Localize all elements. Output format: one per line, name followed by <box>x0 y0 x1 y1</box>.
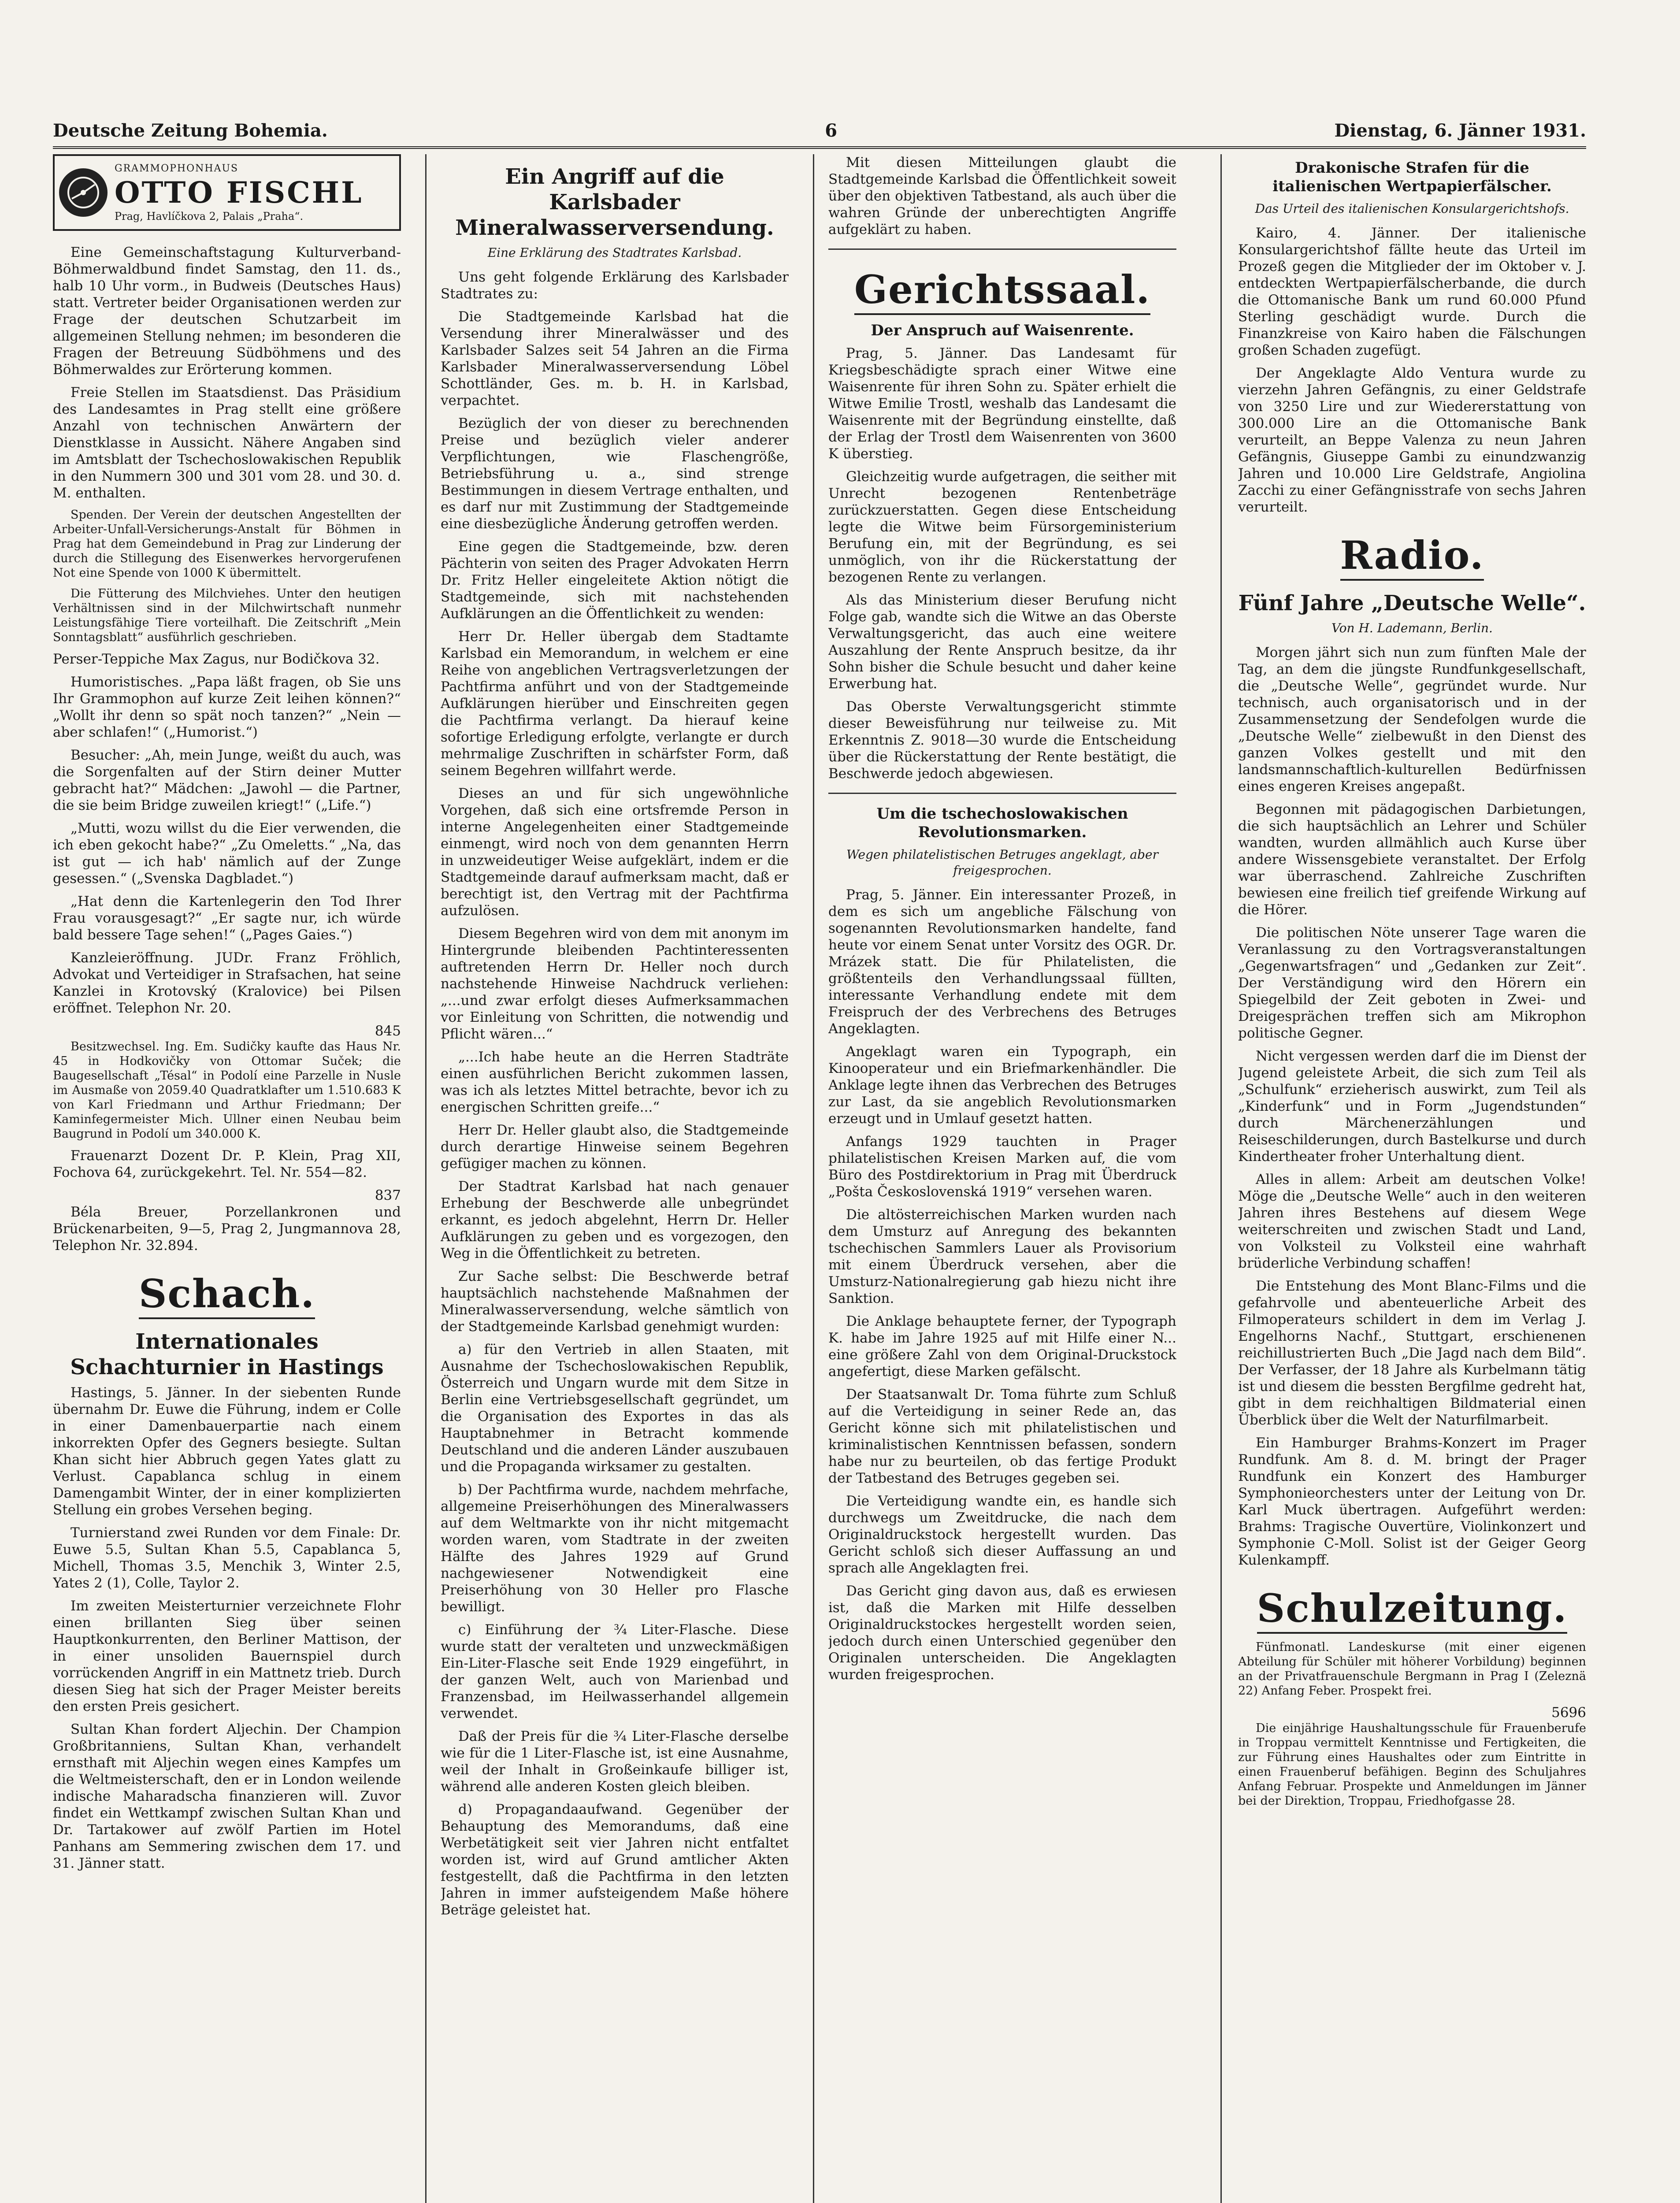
article-paragraph: Mit diesen Mitteilungen glaubt die Stadtgemeinde Karlsbad die Öffentlichkeit soweit über den objektiven Tatbestand, als auch über die wahren Gründe der unberechtigten Angriffe aufgeklärt zu haben. <box>828 155 1176 237</box>
article-subtitle: Wegen philatelistischen Betruges angeklagt, aber freigesprochen. <box>846 847 1158 878</box>
ad-text <box>115 160 363 225</box>
article-paragraph: Nicht vergessen werden darf die im Dienst der Jugend geleistete Arbeit, die sich zum Teil als „Schulfunk“ erzieherisch auswirkt, zum Teil als „Kinderfunk“ und in Form „Jugendstunden“ durch Märchenerzählungen und Reiseschilderungen, durch Bastelkurse und durch Kindertheater froher Unterhaltung dient. <box>1238 1048 1586 1165</box>
article-paragraph: Turnierstand zwei Runden vor dem Finale: Dr. Euwe 5.5, Sultan Khan 5.5, Capablanca 5, Michell, Thomas 3.5, Menchik 3, Winter 2.5, Yates 2 (1), Colle, Taylor 2. <box>53 1525 401 1591</box>
section-divider <box>828 248 1176 250</box>
section-heading-chess <box>53 1272 401 1319</box>
column-4 <box>1238 154 1586 2203</box>
article-paragraph: c) Einführung der ¾ Liter-Flasche. Diese wurde statt der veralteten und unzweckmäßigen Ein-Liter-Flasche seit Ende 1929 eingeführt, in der ganzen Welt, auch von Marienbad und Franzensbad, im Heilwasserhandel allgemein verwendet. <box>441 1622 789 1721</box>
column-1 <box>53 154 401 2203</box>
advert-line: Perser-Teppiche Max Zagus, nur Bodičkova 32. <box>53 651 380 667</box>
article-paragraph: „Mutti, wozu willst du die Eier verwenden, die ich eben gekocht habe?“ „Zu Omeletts.“ „Na, das ist gut — ich hab' nämlich auf der Zunge gesessen.“ („Svenska Dagbladet.“) <box>53 820 401 886</box>
article-paragraph: Die einjährige Haushaltungsschule für Frauenberufe in Troppau vermittelt Kenntnisse und Fertigkeiten, die zur Führung eines Haushaltes oder zum Eintritte in einen Frauenberuf befähigen. Beginn des Schuljahres Anfang Februar. Prospekte und Anmeldungen im Jänner bei der Direktion, Troppau, Friedhofgasse 28. <box>1238 1721 1586 1808</box>
article-paragraph: Gleichzeitig wurde aufgetragen, die seither mit Unrecht bezogenen Rentenbeträge zurückzuerstatten. Gegen diese Entscheidung legte die Witwe beim Fürsorgeministerium Berufung ein, mit der Begründung, es sei unmöglich, von ihr die Rückerstattung der bezogenen Rente zu verlangen. <box>828 469 1176 585</box>
article-paragraph: Der Staatsanwalt Dr. Toma führte zum Schluß auf die Verteidigung in seiner Rede an, das Gericht könne sich mit philatelistischen und kriminalistischen Kenntnissen befassen, sondern habe nur zu beurteilen, ob das fertige Produkt der Tatbestand des Betruges gegeben sei. <box>828 1387 1176 1486</box>
ad-number: 845 <box>375 1023 401 1039</box>
article-title: Internationales Schachturnier in Hastings <box>70 1329 384 1380</box>
article-paragraph: „...Ich habe heute an die Herren Stadträte einen ausführlichen Bericht zukommen lassen, was ich als letztes Mittel betrachte, bevor ich zu energischen Schritten greife...“ <box>441 1049 789 1115</box>
article-paragraph: Sultan Khan fordert Aljechin. Der Champion Großbritanniens, Sultan Khan, verhandelt ernsthaft mit Aljechin wegen eines Kampfes um die Weltmeisterschaft, den er in London weilende indische Maharadscha finanzieren will. Zuvor findet ein Wettkampf zwischen Sultan Khan und Dr. Tartakower auf zwölf Partien im Hotel Panhans am Semmering zwischen dem 17. und 31. Jänner statt. <box>53 1721 401 1871</box>
section-heading-radio <box>1238 533 1586 581</box>
radio-heading-text: Radio. <box>1340 533 1484 581</box>
article-paragraph: Als das Ministerium dieser Berufung nicht Folge gab, wandte sich die Witwe an das Oberste Verwaltungsgericht, das auch eine weitere Auszahlung der Rente Anspruch besitze, da ihr Sohn bisher die Schule besucht und daher keine Erwerbung hat. <box>828 592 1176 692</box>
article-paragraph: Angeklagt waren ein Typograph, ein Kinooperateur und ein Briefmarkenhändler. Die Anklage legte ihnen das Verbrechen des Betruges zur Last, da sie angeblich Revolutionsmarken erzeugt und in Umlauf gesetzt hatten. <box>828 1044 1176 1127</box>
article-paragraph: Hastings, 5. Jänner. In der siebenten Runde übernahm Dr. Euwe die Führung, indem er Colle in einer Damenbauerpartie nach einem inkorrekten Opfer des Gegners besiegte. Sultan Khan sicht hier Abbruch gegen Yates glatt zu Verlust. Capablanca schlug in einem Damengambit Winter, der in einer komplizierten Stellung ein grobes Versehen beging. <box>53 1385 401 1518</box>
ad-top-line: GRAMMOPHONHAUS <box>115 163 239 174</box>
ad-number: 5696 <box>1551 1705 1586 1721</box>
article-paragraph: Béla Breuer, Porzellankronen und Brückenarbeiten, 9—5, Prag 2, Jungmannova 28, Telephon Nr. 32.894. <box>53 1204 401 1254</box>
article-subtitle: Eine Erklärung des Stadtrates Karlsbad. <box>487 245 742 260</box>
article-paragraph: Die Verteidigung wandte ein, es handle sich durchwegs um Zweitdrucke, die nach dem Originaldruckstock hergestellt wurden. Das Gericht schloß sich dieser Auffassung an und sprach alle Angeklagten frei. <box>828 1493 1176 1576</box>
column-rule <box>1220 154 1222 2203</box>
article-paragraph: Herr Dr. Heller übergab dem Stadtamte Karlsbad ein Memorandum, in welchem er eine Reihe von angeblichen Vertragsverletzungen der Pachtfirma anführt und von der Stadtgemeinde Aufklärungen hierüber und Einschreiten gegen die Pachtfirma verlangt. Da hierauf keine sofortige Erledigung erfolgte, verlangte er durch mehrmalige Zuschriften in schärfster Form, daß seinem Begehren willfahrt werde. <box>441 629 789 779</box>
section-heading-school <box>1238 1586 1586 1634</box>
article-paragraph: Begonnen mit pädagogischen Darbietungen, die sich hauptsächlich an Lehrer und Schüler wandten, wurden allmählich auch Kurse über andere Wissensgebiete veranstaltet. Der Erfolg war überraschend. Zahlreiche Zuschriften bewiesen eine freilich tief greifende Wirkung auf die Hörer. <box>1238 801 1586 918</box>
ad-address: Prag, Havlíčkova 2, Palais „Praha“. <box>115 210 304 223</box>
article-paragraph: Besucher: „Ah, mein Junge, weißt du auch, was die Sorgenfalten auf der Stirn deiner Mutter gebracht hat?“ Mädchen: „Jawohl — die Partner, die sie beim Bridge zuweilen kriegt!“ („Life.“) <box>53 747 401 813</box>
article-paragraph: Freie Stellen im Staatsdienst. Das Präsidium des Landesamtes in Prag stellt eine größere Anzahl von technischen Anwärtern der Dienstklasse in Aussicht. Nähere Angaben sind im Amtsblatt der Tschechoslowakischen Republik in den Nummern 300 und 301 vom 28. und 30. d. M. enthalten. <box>53 385 401 501</box>
ad-name: OTTO FISCHL <box>115 175 363 210</box>
article-title: Fünf Jahre „Deutsche Welle“. <box>1238 591 1586 616</box>
article-paragraph: Die Entstehung des Mont Blanc-Films und die gefahrvolle und abenteuerliche Arbeit des Filmoperateurs schildert in dem im Verlag J. Engelhorns Nachf., Stuttgart, erschienenen reichillustrierten Buch „Die Jagd nach dem Bild“. Der Verfasser, der 18 Jahre als Kurbelmann tätig ist und diesem die bessten Bergfilme gedreht hat, gibt in dem reichhaltigen Bildmaterial einen Überblick über die Welt der Naturfilmarbeit. <box>1238 1278 1586 1428</box>
article-title: Ein Angriff auf die Karlsbader Mineralwasserversendung. <box>455 164 774 240</box>
issue-date: Dienstag, 6. Jänner 1931. <box>1334 120 1586 141</box>
article-title: Drakonische Strafen für die italienischen Wertpapierfälscher. <box>1272 159 1552 195</box>
advertisement-otto-fischl <box>53 154 401 231</box>
article-paragraph: Kairo, 4. Jänner. Der italienische Konsulargerichtshof fällte heute das Urteil im Prozeß gegen die Mitglieder der im Oktober v. J. entdeckten Wertpapierfälscherbande, die durch die Ottomanische Bank um rund 60.000 Pfund Sterling geschädigt wurde. Durch die Finanzkreise von Kairo haben die Fälschungen großen Schaden zugefügt. <box>1238 225 1586 358</box>
article-paragraph: Kanzleieröffnung. JUDr. Franz Fröhlich, Advokat und Verteidiger in Strafsachen, hat seine Kanzlei in Krotovský (Kralovice) bei Pilsen eröffnet. Telephon Nr. 20. <box>53 950 401 1016</box>
article-paragraph: Fünfmonatl. Landeskurse (mit einer eigenen Abteilung für Schüler mit höherer Vorbildung) beginnen an der Privatfrauenschule Bergmann in Prag I (Zeleznä 22) Anfang Feber. Prospekt frei. <box>1238 1640 1586 1698</box>
article-paragraph: b) Der Pachtfirma wurde, nachdem mehrfache, allgemeine Preiserhöhungen des Mineralwassers auf dem Weltmarkte von ihr nicht mitgemacht worden waren, vom Stadtrate in der zweiten Hälfte des Jahres 1929 auf Grund nachgewiesener Notwendigkeit eine Preiserhöhung von 30 Heller pro Flasche bewilligt. <box>441 1482 789 1615</box>
article-paragraph: d) Propagandaaufwand. Gegenüber der Behauptung des Memorandums, daß eine Werbetätigkeit seit vier Jahren nicht entfaltet worden ist, wird auf Grund amtlicher Akten festgestellt, daß die Pachtfirma in den letzten Jahren in immer aufsteigendem Maße höhere Beträge geleistet hat. <box>441 1802 789 1918</box>
masthead <box>53 106 1586 149</box>
article-title: Um die tschechoslowakischen Revolutionsmarken. <box>876 805 1128 841</box>
gramophone-logo-icon <box>59 168 108 217</box>
newspaper-page <box>53 106 1586 2203</box>
section-divider <box>828 793 1176 794</box>
article-paragraph: Die Stadtgemeinde Karlsbad hat die Versendung ihrer Mineralwässer und des Karlsbader Salzes seit 54 Jahren an die Firma Karlsbader Mineralwasserversendung Löbel Schottländer, Ges. m. b. H. in Karlsbad, verpachtet. <box>441 309 789 408</box>
article-paragraph: Eine Gemeinschaftstagung Kulturverband-Böhmerwaldbund findet Samstag, den 11. ds., halb 10 Uhr vorm., in Budweis (Deutsches Haus) statt. Vertreter beider Organisationen werden zur Frage der deutschen Schutzarbeit im allgemeinen Stellung nehmen; im besonderen die Fragen der Betreuung Südböhmens und des Böhmerwaldes zur Erörterung kommen. <box>53 245 401 378</box>
article-paragraph: a) für den Vertrieb in allen Staaten, mit Ausnahme der Tschechoslowakischen Republik, Österreich und Ungarn wurde mit dem Sitze in Berlin eine Vertriebsgesellschaft gegründet, um die Organisation des Exportes in das als Hauptabnehmer in Betracht kommende Deutschland und die anderen Länder auszubauen und die Propaganda wirksamer zu gestalten. <box>441 1342 789 1475</box>
article-paragraph: Das Oberste Verwaltungsgericht stimmte dieser Beweisführung nur teilweise zu. Mit Erkenntnis Z. 9018—30 wurde die Entscheidung über die Rückerstattung der Rente bestätigt, die Beschwerde jedoch abgewiesen. <box>828 699 1176 782</box>
article-paragraph: Alles in allem: Arbeit am deutschen Volke! Möge die „Deutsche Welle“ auch in den weiteren Jahren ihres Bestehens auf diesem Wege weiterschreiten und zwischen Stadt und Land, von Volksteil zu Volksteil eine wahrhaft brüderliche Verbindung schaffen! <box>1238 1172 1586 1271</box>
column-rule <box>813 154 814 2203</box>
article-paragraph: Eine gegen die Stadtgemeinde, bzw. deren Pächterin von seiten des Prager Advokaten Herrn Dr. Fritz Heller eingeleitete Aktion nötigt die Stadtgemeinde, sich mit nachstehenden Aufklärungen an die Öffentlichkeit zu wenden: <box>441 539 789 622</box>
article-paragraph: Humoristisches. „Papa läßt fragen, ob Sie uns Ihr Grammophon auf kurze Zeit leihen können?“ „Wollt ihr denn so spät noch tanzen?“ „Nein — aber schlafen!“ („Humorist.“) <box>53 674 401 740</box>
paper-name: Deutsche Zeitung Bohemia. <box>53 120 328 141</box>
article-paragraph: Prag, 5. Jänner. Ein interessanter Prozeß, in dem es sich um angebliche Fälschung von sogenannten Revolutionsmarken handelte, fand heute vor einem Senat unter Vorsitz des OGR. Dr. Mrázek statt. Die für Philatelisten, die größtenteils den Verhandlungssaal füllten, interessante Verhandlung endete mit dem Freispruch der des Verbrechens des Betruges Angeklagten. <box>828 887 1176 1037</box>
article-paragraph: Die Fütterung des Milchviehes. Unter den heutigen Verhältnissen sind in der Milchwirtschaft nunmehr Leistungsfähige Tiere vorteilhaft. Die Zeitschrift „Mein Sonntagsblatt“ ausführlich geschrieben. <box>53 587 401 644</box>
article-paragraph: „Hat denn die Kartenlegerin den Tod Ihrer Frau vorausgesagt?“ „Er sagte nur, ich würde bald bessere Tage sehen!“ („Pages Gaies.“) <box>53 894 401 943</box>
article-paragraph: Herr Dr. Heller glaubt also, die Stadtgemeinde durch derartige Hinweise seinem Begehren gefügiger machen zu können. <box>441 1122 789 1172</box>
article-paragraph: Der Angeklagte Aldo Ventura wurde zu vierzehn Jahren Gefängnis, zu einer Geldstrafe von 3250 Lire und zur Wiedererstattung von 300.000 Lire an die Ottomanische Bank verurteilt, an Beppe Valenza zu neun Jahren Gefängnis, Giuseppe Gambi zu einundzwanzig Jahren und 10.000 Lire Geldstrafe, Angiolina Zacchi zu einer Gefängnisstrafe von sechs Jahren verurteilt. <box>1238 365 1586 515</box>
article-paragraph: Diesem Begehren wird von dem mit anonym im Hintergrunde bleibenden Pachtinteressenten auftretenden Herrn Dr. Heller noch durch nachstehende Hinweise Nachdruck verliehen: „...und zwar erfolgt dieses Aufmerksammachen vor Einleitung von Schritten, die notwendig und Pflicht wären...“ <box>441 926 789 1042</box>
article-paragraph: Zur Sache selbst: Die Beschwerde betraf hauptsächlich nachstehende Maßnahmen der Mineralwasserversendung, welche sämtlich von der Stadtgemeinde Karlsbad genehmigt wurden: <box>441 1268 789 1335</box>
article-paragraph: Die politischen Nöte unserer Tage waren die Veranlassung zu den Vortragsveranstaltungen „Gegenwartsfragen“ und „Gedanken zur Zeit“. Der Verständigung wird den Hörern ein Spiegelbild der Zeit geboten in Zwei- und Dreigesprächen treffen sich am Mikrophon politische Gegner. <box>1238 925 1586 1041</box>
article-paragraph: Ein Hamburger Brahms-Konzert im Prager Rundfunk. Am 8. d. M. bringt der Prager Rundfunk ein Konzert des Hamburger Symphonieorchesters unter der Leitung von Dr. Karl Muck übertragen. Aufgeführt werden: Brahms: Tragische Ouvertüre, Violinkonzert und Symphonie C-Moll. Solist ist der Geiger Georg Kulenkampff. <box>1238 1435 1586 1568</box>
section-heading-court <box>828 267 1176 315</box>
article-title: Der Anspruch auf Waisenrente. <box>871 322 1134 339</box>
article-paragraph: Die altösterreichischen Marken wurden nach dem Umsturz auf Anregung des bekannten tschechischen Sammlers Lauer als Provisorium mit einem Überdruck versehen, aber die Umsturz-Nationalregierung gab hiezu nicht ihre Sanktion. <box>828 1207 1176 1306</box>
page-number: 6 <box>825 120 838 141</box>
article-paragraph: Dieses an und für sich ungewöhnliche Vorgehen, daß sich eine ortsfremde Person in interne Angelegenheiten einer Stadtgemeinde einmengt, wird noch von dem genannten Herrn in unzweideutiger Weise aufgeklärt, indem er die Stadtgemeinde darauf aufmerksam macht, daß er berechtigt ist, den Vertrag mit der Pachtfirma aufzulösen. <box>441 786 789 919</box>
article-paragraph: Die Anklage behauptete ferner, der Typograph K. habe im Jahre 1925 auf mit Hilfe einer N... eine größere Zahl von dem Original-Druckstock angefertigt, diese Marken gefälscht. <box>828 1313 1176 1380</box>
article-paragraph: Der Stadtrat Karlsbad hat nach genauer Erhebung der Beschwerde alle unbegründet erkannt, es jedoch abgelehnt, Herrn Dr. Heller Aufklärungen zu geben und es vorgezogen, den Weg in die Öffentlichkeit zu betreten. <box>441 1179 789 1261</box>
school-heading-text: Schulzeitung. <box>1257 1586 1568 1634</box>
column-2 <box>441 154 789 2203</box>
article-byline: Von H. Lademann, Berlin. <box>1331 621 1493 635</box>
article-paragraph: Besitzwechsel. Ing. Em. Sudičky kaufte das Haus Nr. 45 in Hodkovičky von Ottomar Suček; die Baugesellschaft „Tésal“ in Podolí eine Parzelle in Nusle im Ausmaße von 2059.40 Quadratklafter um 1.510.683 K von Karl Friedmann und Arthur Friedmann; Der Kaminfegermeister Mich. Ullner einen Neubau beim Baugrund in Podolí um 340.000 K. <box>53 1040 401 1141</box>
article-subtitle: Das Urteil des italienischen Konsulargerichtshofs. <box>1255 201 1569 216</box>
article-paragraph: Bezüglich der von dieser zu berechnenden Preise und bezüglich vieler anderer Verpflichtungen, wie Flaschengröße, Betriebsführung u. a., sind strenge Bestimmungen in diesem Vertrage enthalten, und es darf nur mit Zustimmung der Stadtgemeinde eine diesbezügliche Änderung getroffen werden. <box>441 415 789 532</box>
article-paragraph: Morgen jährt sich nun zum fünften Male der Tag, an dem die jüngste Rundfunkgesellschaft, die „Deutsche Welle“, gegründet wurde. Nur technisch, auch organisatorisch und in der Zusammensetzung der Sendefolgen wurde die „Deutsche Welle“ zielbewußt in den Dienst des ganzen Volkes gestellt und mit den landsmannschaftlich-kulturellen Bedürfnissen eines engeren Kreises angepaßt. <box>1238 645 1586 794</box>
court-heading-text: Gerichtssaal. <box>854 267 1150 315</box>
article-paragraph: Spenden. Der Verein der deutschen Angestellten der Arbeiter-Unfall-Versicherungs-Anstalt für Böhmen in Prag hat dem Gemeindebund in Prag zur Linderung der durch die Stillegung des Eisenwerkes hervorgerufenen Not eine Spende von 1000 K übermittelt. <box>53 508 401 580</box>
article-paragraph: Das Gericht ging davon aus, daß es erwiesen ist, daß die Marken mit Hilfe desselben Originaldruckstockes hergestellt worden seien, jedoch durch einen Unterschied gegenüber den Originalen unterscheiden. Die Angeklagten wurden freigesprochen. <box>828 1583 1176 1683</box>
article-paragraph: Frauenarzt Dozent Dr. P. Klein, Prag XII, Fochova 64, zurückgekehrt. Tel. Nr. 554—82. <box>53 1148 401 1180</box>
column-rule <box>425 154 426 2203</box>
chess-heading-text: Schach. <box>139 1272 315 1319</box>
article-paragraph: Daß der Preis für die ¾ Liter-Flasche derselbe wie für die 1 Liter-Flasche ist, ist eine Ausnahme, weil der Inhalt in Großeinkaufe billiger ist, während alle anderen Kosten gleich bleiben. <box>441 1728 789 1795</box>
article-paragraph: Anfangs 1929 tauchten in Prager philatelistischen Kreisen Marken auf, die vom Büro des Postdirektorium in Prag mit Überdruck „Pošta Československá 1919“ versehen waren. <box>828 1134 1176 1200</box>
column-3 <box>828 154 1176 2203</box>
article-paragraph: Im zweiten Meisterturnier verzeichnete Flohr einen brillanten Sieg über seinen Hauptkonkurrenten, den Berliner Mattison, der in einer unsoliden Bauernspiel durch vorrückenden Angriff in ein Mattnetz trieb. Durch diesen Sieg hat sich der Prager Meister bereits den ersten Preis gesichert. <box>53 1598 401 1714</box>
article-paragraph: Prag, 5. Jänner. Das Landesamt für Kriegsbeschädigte sprach einer Witwe eine Waisenrente für ihren Sohn zu. Später erhielt die Witwe Emilie Trostl, weshalb das Landesamt die Waisenrente mit der Begründung einstellte, daß der Erlag der Trostl dem Waisenrenten von 3600 K überstieg. <box>828 345 1176 462</box>
ad-number: 837 <box>375 1187 401 1203</box>
article-paragraph: Uns geht folgende Erklärung des Karlsbader Stadtrates zu: <box>441 269 789 302</box>
